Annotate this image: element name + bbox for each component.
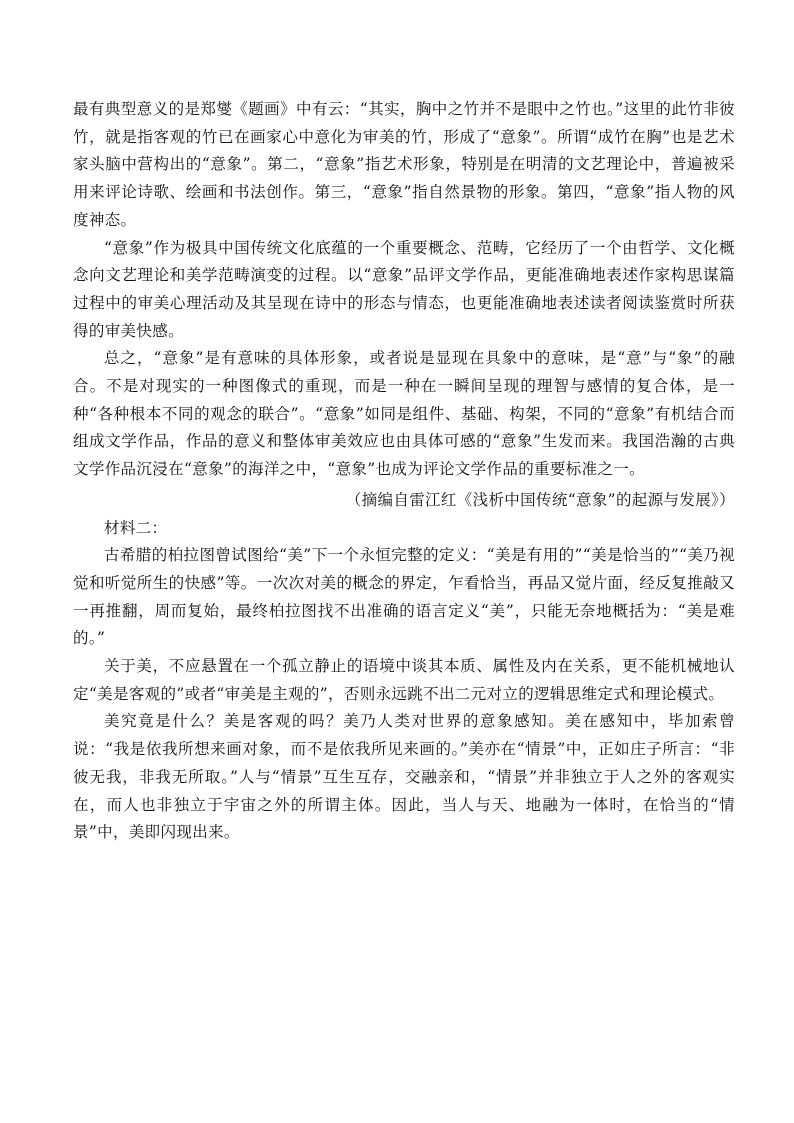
paragraph-conclusion: 总之，“意象”是有意味的具体形象，或者说是显现在具象中的意味，是“意”与“象”的融合。不是对现实的一种图像式的重现，而是一种在一瞬间呈现的理智与感情的复合体，是一种“各种根本不同的观念的联合”。“意象”如同是组件、基础、构架，不同的“意象”有机结合而组成文学作品，作品的意义和整体审美效应也由具体可感的“意象”生发而来。我国浩瀚的古典文学作品沉浸在“意象”的海洋之中，“意象”也成为评论文学作品的重要标准之一。: [73, 349, 735, 479]
material-two-label: 材料二：: [104, 518, 168, 537]
paragraph-plato: 古希腊的柏拉图曾试图给“美”下一个永恒完整的定义：“美是有用的”“美是恰当的”“美乃视觉和听觉所生的快感”等。一次次对美的概念的界定，乍看恰当，再品又觉片面，经反复推敲又一再推翻，周而复始，最终柏拉图找不出准确的语言定义“美”，只能无奈地概括为：“美是难的。”: [73, 546, 735, 648]
document-body: [73, 96, 735, 847]
paragraph-what-is-beauty: 美究竟是什么？美是客观的吗？美乃人类对世界的意象感知。美在感知中，毕加索曾说：“我是依我所想来画对象，而不是依我所见来画的。”美亦在“情景”中，正如庄子所言：“非彼无我，非我无所取。”人与“情景”互生互存，交融亲和，“情景”并非独立于人之外的客观实在，而人也非独立于宇宙之外的所谓主体。因此，当人与天、地融为一体时，在恰当的“情景”中，美即闪现出来。: [73, 712, 735, 842]
paragraph-yixiang-concept: “意象”作为极具中国传统文化底蕴的一个重要概念、范畴，它经历了一个由哲学、文化概念向文艺理论和美学范畴演变的过程。以“意象”品评文学作品，更能准确地表述作家构思谋篇过程中的审美心理活动及其呈现在诗中的形态与情态，也更能准确地表述读者阅读鉴赏时所获得的审美快感。: [73, 238, 735, 340]
paragraph-about-beauty: 关于美，不应悬置在一个孤立静止的语境中谈其本质、属性及内在关系，更不能机械地认定“美是客观的”或者“审美是主观的”，否则永远跳不出二元对立的逻辑思维定式和理论模式。: [73, 657, 735, 703]
source-citation: （摘编自雷江红《浅析中国传统“意象”的起源与发展》）: [345, 490, 735, 509]
paragraph-continued: 最有典型意义的是郑燮《题画》中有云：“其实，胸中之竹并不是眼中之竹也。”这里的此竹非彼竹，就是指客观的竹已在画家心中意化为审美的竹，形成了“意象”。所谓“成竹在胸”也是艺术家头脑中营构出的“意象”。第二，“意象”指艺术形象，特别是在明清的文艺理论中，普遍被采用来评论诗歌、绘画和书法创作。第三，“意象”指自然景物的形象。第四，“意象”指人物的风度神态。: [73, 100, 735, 229]
